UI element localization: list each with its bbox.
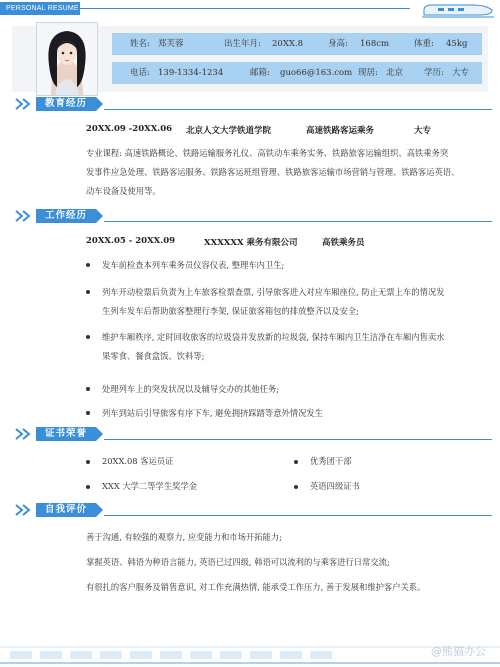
bullet-icon: [86, 290, 90, 294]
edu-courses-line-3: 动车设备及使用等。: [86, 186, 161, 196]
profile-row-1: [112, 33, 482, 55]
residence-label: 现居:: [358, 68, 378, 78]
bullet-icon: [294, 460, 298, 464]
list-item: 英语四级证书: [294, 480, 360, 492]
eval-line-2: 掌握英语、韩语为种语言能力, 英语已过四级, 韩语可以流利的与乘客进行日常交流;: [86, 557, 390, 567]
list-item: 20XX.08 客运员证: [86, 455, 173, 467]
train-icon: [420, 1, 496, 19]
bullet-icon: [86, 411, 90, 415]
email-value: guo66@163.com: [280, 68, 353, 78]
section-title: 证书荣誉: [36, 427, 96, 441]
section-title: 教育经历: [36, 97, 96, 111]
section-evaluation: [8, 502, 492, 518]
birth-value: 20XX.8: [272, 39, 304, 49]
birth-label: 出生年月:: [224, 39, 261, 49]
section-certificates: [8, 426, 492, 442]
avatar: [36, 22, 98, 96]
section-rule: [104, 439, 492, 440]
bullet-icon: [86, 335, 90, 339]
edu-period: 20XX.09 -20XX.06: [86, 124, 173, 134]
edu-courses-line-2: 发事件应急处理、铁路客运服务、铁路客运班组管理、铁路旅客运输市场营销与管理、铁路客运英语、: [86, 167, 460, 177]
phone-value: 139-1334-1234: [158, 68, 224, 78]
bullet-icon: [86, 485, 90, 489]
double-chevron-icon: [14, 98, 38, 110]
train-track-decoration: [0, 627, 500, 667]
weight-value: 45kg: [446, 39, 468, 49]
section-rule: [104, 515, 492, 516]
double-chevron-icon: [14, 428, 38, 440]
list-item: 列车开动检票后负责为上车旅客检票查票, 引导旅客进入对应车厢座位, 防止无票上车的情况发 生列车发车后帮助旅客整理行李架, 保证旅客箱包的排放整齐以及安全;: [86, 283, 486, 321]
weight-label: 体重:: [414, 39, 434, 49]
bullet-icon: [86, 387, 90, 391]
eval-line-1: 善于沟通, 有较强的观察力, 应变能力和市场开拓能力;: [86, 532, 282, 542]
height-label: 身高:: [328, 39, 348, 49]
double-chevron-icon: [14, 504, 38, 516]
list-item: 维护车厢秩序, 定时回收旅客的垃圾袋并发放新的垃圾袋, 保持车厢内卫生洁净在车厢内售卖水 果零食、餐食盒饭、饮料等;: [86, 328, 486, 366]
education-label: 学历:: [424, 68, 444, 78]
edu-degree: 大专: [414, 126, 432, 136]
portrait-icon: [37, 23, 97, 95]
residence-value: 北京: [386, 68, 404, 78]
section-title: 工作经历: [36, 209, 96, 223]
email-label: 邮箱:: [250, 68, 270, 78]
bullet-icon: [294, 485, 298, 489]
section-work: [8, 208, 492, 224]
work-company: XXXXXX 乘务有限公司: [204, 238, 298, 248]
height-value: 168cm: [360, 39, 390, 49]
bullet-icon: [86, 263, 90, 267]
eval-line-3: 有很扎的客户服务及销售意识, 对工作充满热情, 能承受工作压力, 善于发展和维护客户关系。: [86, 582, 426, 592]
list-item: 发车前检查本列车乘务员仪容仪表, 整理车内卫生;: [86, 256, 486, 275]
name-label: 姓名:: [130, 39, 150, 49]
list-item: 列车到站后引导旅客有序下车, 避免拥挤踩踏等意外情况发生: [86, 404, 486, 423]
work-role: 高铁乘务员: [322, 238, 365, 248]
list-item: XXX 大学二等学生奖学金: [86, 480, 197, 492]
header-rule: [80, 8, 410, 9]
list-item: 处理列车上的突发状况以及辅导交办的其他任务;: [86, 380, 486, 399]
section-rule: [104, 221, 492, 222]
edu-courses-line-1: 专业课程: 高速铁路概论、铁路运输服务礼仪、高铁动车乘务实务、铁路旅客运输组织、高铁乘务突: [86, 148, 449, 158]
work-period: 20XX.05 - 20XX.09: [86, 236, 176, 246]
section-title: 自我评价: [36, 503, 96, 517]
header-strip: [0, 0, 500, 18]
section-education: [8, 96, 492, 112]
bullet-icon: [86, 460, 90, 464]
section-rule: [104, 109, 492, 110]
edu-school: 北京人文大学铁道学院: [186, 126, 272, 136]
edu-major: 高速铁路客运乘务: [306, 126, 375, 136]
watermark: @熊猫办公: [431, 645, 486, 658]
resume-tag: PERSONAL RESUME: [0, 2, 80, 15]
double-chevron-icon: [14, 210, 38, 222]
education-value: 大专: [452, 68, 470, 78]
list-item: 优秀团干部: [294, 455, 352, 467]
phone-label: 电话:: [130, 68, 150, 78]
name-value: 郑芙蓉: [158, 39, 184, 49]
profile-row-2: [112, 62, 482, 84]
